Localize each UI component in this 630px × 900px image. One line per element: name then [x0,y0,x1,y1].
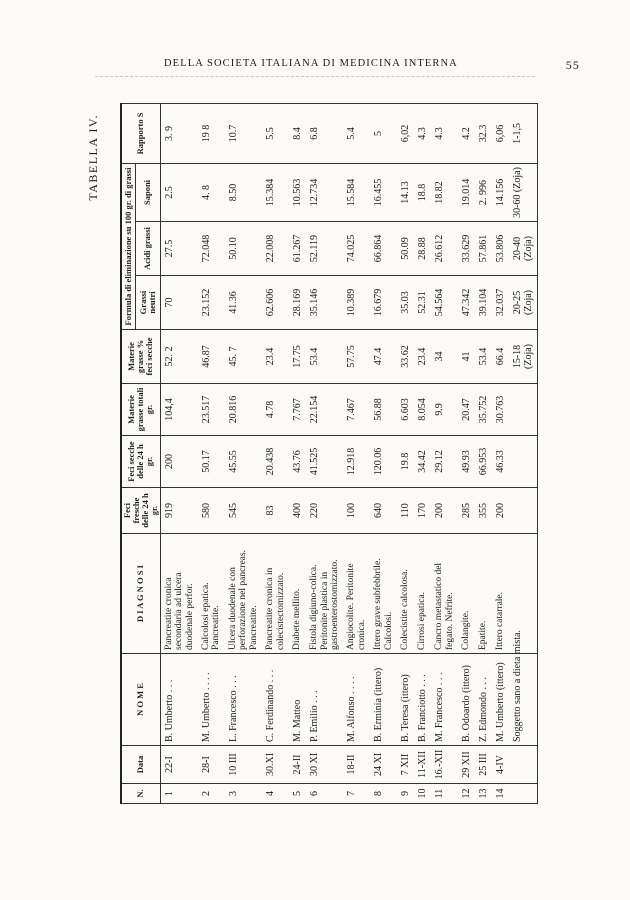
cell-nome: B. Teresa (ittero) [397,654,414,746]
table-row [370,103,397,803]
cell-grassi-neutri: 35.146 [306,276,343,330]
cell-materie-grasse-totali: 7.767 [289,384,306,436]
cell-acidi-grassi: 74.025 [343,222,370,276]
cell-n: 2 [198,784,225,804]
cell-nome: Z. Edmondo . . . [475,654,492,746]
cell-materie-grasse-totali [509,384,538,436]
cell-materie-grasse-pct: 17.75 [289,330,306,384]
table-row [414,103,431,803]
cell-rapporto: 4.3 [431,103,458,163]
cell-materie-grasse-pct: 52. 2 [160,330,198,384]
col-header-n: N. [121,784,160,804]
cell-acidi-grassi: 72.048 [198,222,225,276]
cell-materie-grasse-totali: 23.517 [198,384,225,436]
header-rule [95,76,535,77]
cell-n: 11 [431,784,458,804]
cell-n: 5 [289,784,306,804]
cell-diagnosi: Colecistite calcolosa. [397,534,414,654]
cell-data: 25 III [475,746,492,784]
cell-rapporto: 5 [370,103,397,163]
cell-data: 30 XI [306,746,343,784]
cell-feci-fresche: 100 [343,488,370,534]
col-header-saponi: Saponi [136,163,161,221]
cell-rapporto: 5.5 [262,103,289,163]
cell-materie-grasse-totali: 9.9 [431,384,458,436]
cell-diagnosi: Diabete mellito. [289,534,306,654]
col-header-acidi-grassi: Acidi grassi [136,222,161,276]
table-row [475,103,492,803]
cell-data: 28-I [198,746,225,784]
cell-rapporto: 1-1,5 [509,103,538,163]
cell-grassi-neutri: 35.03 [397,276,414,330]
cell-nome: M. Umberto (ittero) [492,654,509,746]
cell-grassi-neutri: 52.31 [414,276,431,330]
cell-rapporto: 3. 9 [160,103,198,163]
cell-nome: B. Erminia (ittero) [370,654,397,746]
running-header [60,58,580,78]
table-row [160,103,198,803]
cell-materie-grasse-pct: 47.4 [370,330,397,384]
cell-materie-grasse-pct: 46.87 [198,330,225,384]
cell-n: 7 [343,784,370,804]
col-header-materie-grasse-totali: Materie grasse totali gr. [121,384,160,436]
cell-saponi: 4. 8 [198,163,225,221]
running-title: DELLA SOCIETA ITALIANA DI MEDICINA INTERNA [164,58,458,69]
col-header-diagnosi: D I A G N O S I [121,534,160,654]
cell-saponi: 18.82 [431,163,458,221]
cell-acidi-grassi: 27.5 [160,222,198,276]
cell-saponi: 10.563 [289,163,306,221]
cell-feci-secche [509,436,538,488]
cell-acidi-grassi: 53.806 [492,222,509,276]
cell-feci-secche: 49.93 [458,436,475,488]
cell-data: 24-II [289,746,306,784]
cell-grassi-neutri: 23.152 [198,276,225,330]
cell-nome: Soggetto sano a dieta mista. [509,654,538,746]
table-row [262,103,289,803]
col-header-formula-group: Formula di eliminazione su 100 gr. di grassi [121,163,136,329]
col-header-data: Data [121,746,160,784]
cell-saponi: 14.13 [397,163,414,221]
cell-materie-grasse-totali: 4.78 [262,384,289,436]
cell-grassi-neutri: 39.104 [475,276,492,330]
cell-saponi: 2.5 [160,163,198,221]
cell-rapporto: 4.3 [414,103,431,163]
cell-materie-grasse-totali: 8.054 [414,384,431,436]
cell-saponi: 16.455 [370,163,397,221]
cell-grassi-neutri: 47.342 [458,276,475,330]
cell-saponi: 15.384 [262,163,289,221]
table-row [198,103,225,803]
cell-acidi-grassi: 57.861 [475,222,492,276]
cell-n: 3 [225,784,262,804]
cell-diagnosi: Fistola digiuno-colica. Peritonite plastica in gastroenterostomizzato. [306,534,343,654]
cell-n: 12 [458,784,475,804]
cell-rapporto: 6.8 [306,103,343,163]
cell-materie-grasse-pct: 23.4 [414,330,431,384]
cell-rapporto: 19 8 [198,103,225,163]
cell-acidi-grassi: 33.629 [458,222,475,276]
table-row [343,103,370,803]
cell-n [509,784,538,804]
cell-feci-fresche: 200 [431,488,458,534]
cell-nome: P. Emilio . . . [306,654,343,746]
cell-feci-fresche: 200 [492,488,509,534]
cell-grassi-neutri: 16.679 [370,276,397,330]
cell-diagnosi: Ulcera duodenale con perforazione nel pancreas. Pancreatite. [225,534,262,654]
col-header-materie-grasse-pct: Materie grasse % feci secche [121,330,160,384]
cell-saponi: 19.014 [458,163,475,221]
cell-materie-grasse-pct: 53.4 [306,330,343,384]
cell-materie-grasse-totali: 22.154 [306,384,343,436]
cell-grassi-neutri: 41.36 [225,276,262,330]
cell-feci-secche: 200 [160,436,198,488]
cell-acidi-grassi: 50.09 [397,222,414,276]
cell-feci-fresche: 285 [458,488,475,534]
cell-saponi: 2. 996 [475,163,492,221]
cell-feci-secche: 66.953 [475,436,492,488]
cell-nome: L. Francesco . . . [225,654,262,746]
cell-materie-grasse-totali: 20.816 [225,384,262,436]
cell-materie-grasse-pct: 23.4 [262,330,289,384]
cell-materie-grasse-pct: 66.4 [492,330,509,384]
cell-nome: B. Odoardo (ittero) [458,654,475,746]
cell-diagnosi: Calcolosi epatica. Pancreatite. [198,534,225,654]
cell-grassi-neutri: 32.037 [492,276,509,330]
cell-nome: C. Ferdinando . . . [262,654,289,746]
cell-feci-fresche: 640 [370,488,397,534]
cell-materie-grasse-pct: 53.4 [475,330,492,384]
cell-materie-grasse-pct: 15-18 (Zoja) [509,330,538,384]
cell-grassi-neutri: 10.389 [343,276,370,330]
cell-grassi-neutri: 70 [160,276,198,330]
cell-data: 22-I [160,746,198,784]
table-row [306,103,343,803]
cell-materie-grasse-totali: 35.752 [475,384,492,436]
cell-materie-grasse-pct: 33.62 [397,330,414,384]
cell-feci-secche: 41.525 [306,436,343,488]
cell-n: 4 [262,784,289,804]
cell-nome: M. Francesco . . . [431,654,458,746]
cell-feci-fresche: 580 [198,488,225,534]
cell-saponi: 30-60 (Zoja) [509,163,538,221]
cell-saponi: 12.734 [306,163,343,221]
cell-data: 16.-XII [431,746,458,784]
cell-saponi: 18.8 [414,163,431,221]
cell-data [509,746,538,784]
cell-nome: B. Umberto . . . [160,654,198,746]
cell-grassi-neutri: 54.564 [431,276,458,330]
cell-n: 6 [306,784,343,804]
table-row [289,103,306,803]
cell-nome: M. Alfonso . . . . [343,654,370,746]
cell-diagnosi: Angiocolite. Peritonite cronica. [343,534,370,654]
cell-nome: M. Umberto . . . . [198,654,225,746]
cell-feci-fresche: 170 [414,488,431,534]
cell-saponi: 8.50 [225,163,262,221]
cell-feci-secche: 12.918 [343,436,370,488]
cell-feci-fresche: 110 [397,488,414,534]
cell-feci-fresche: 83 [262,488,289,534]
page-number: 55 [565,58,580,72]
cell-feci-fresche: 919 [160,488,198,534]
table-body [160,103,537,803]
cell-data: 10 III [225,746,262,784]
cell-data: 29 XII [458,746,475,784]
cell-materie-grasse-totali: 30.763 [492,384,509,436]
cell-materie-grasse-totali: 104,4 [160,384,198,436]
cell-n: 14 [492,784,509,804]
table-row [458,103,475,803]
table-row [492,103,509,803]
col-header-feci-secche: Feci secche delle 24 h gr. [121,436,160,488]
cell-feci-secche: 45.55 [225,436,262,488]
cell-saponi: 14.156 [492,163,509,221]
cell-data: 4-IV [492,746,509,784]
table-row [397,103,414,803]
cell-feci-secche: 29.12 [431,436,458,488]
cell-diagnosi: Pancreatite cronica in colecistectomizzato. [262,534,289,654]
cell-feci-secche: 120.06 [370,436,397,488]
cell-data: 7 XII [397,746,414,784]
cell-feci-fresche: 545 [225,488,262,534]
cell-n: 8 [370,784,397,804]
col-header-grassi-neutri: Grassi neutri [136,276,161,330]
cell-materie-grasse-pct: 34 [431,330,458,384]
cell-data: 24 XI [370,746,397,784]
table-row [509,103,538,803]
cell-feci-secche: 34.42 [414,436,431,488]
cell-rapporto: 10.7 [225,103,262,163]
cell-feci-secche: 43.76 [289,436,306,488]
cell-rapporto: 4.2 [458,103,475,163]
header-row-1 [121,103,136,803]
cell-acidi-grassi: 22.008 [262,222,289,276]
cell-feci-secche: 50.17 [198,436,225,488]
cell-acidi-grassi: 66.864 [370,222,397,276]
cell-feci-fresche: 355 [475,488,492,534]
cell-diagnosi: Ittero grave subfebbrile. Calcolosi. [370,534,397,654]
cell-feci-secche: 46.33 [492,436,509,488]
cell-data: 30.XI [262,746,289,784]
cell-rapporto: 5.4 [343,103,370,163]
cell-acidi-grassi: 52.119 [306,222,343,276]
cell-n: 10 [414,784,431,804]
cell-nome: M. Matteo [289,654,306,746]
cell-materie-grasse-totali: 56.88 [370,384,397,436]
cell-acidi-grassi: 50.10 [225,222,262,276]
cell-materie-grasse-pct: 41 [458,330,475,384]
cell-materie-grasse-totali: 6.603 [397,384,414,436]
cell-diagnosi: Pancreatite cronica secondaria ad ulcera duodenale perfor. [160,534,198,654]
table-row [225,103,262,803]
cell-nome: B. Franciotto . . . [414,654,431,746]
cell-grassi-neutri: 20-25 (Zoja) [509,276,538,330]
cell-feci-secche: 19.8 [397,436,414,488]
cell-diagnosi: Cirrosi epatica. [414,534,431,654]
cell-feci-fresche: 400 [289,488,306,534]
cell-diagnosi: Epatite. [475,534,492,654]
cell-n: 9 [397,784,414,804]
cell-rapporto: 32.3 [475,103,492,163]
cell-acidi-grassi: 20-40 (Zoja) [509,222,538,276]
cell-acidi-grassi: 26.612 [431,222,458,276]
cell-grassi-neutri: 62.606 [262,276,289,330]
cell-diagnosi: Cancro metastatico del fegato. Nefrite. [431,534,458,654]
cell-acidi-grassi: 61.267 [289,222,306,276]
rotated-table-container [86,104,540,804]
cell-diagnosi: Ittero catarrale. [492,534,509,654]
cell-rapporto: 6,06 [492,103,509,163]
cell-saponi: 15.584 [343,163,370,221]
cell-acidi-grassi: 28.88 [414,222,431,276]
cell-feci-fresche: 220 [306,488,343,534]
cell-diagnosi: Colangite. [458,534,475,654]
cell-materie-grasse-pct: 57.75 [343,330,370,384]
data-table [120,103,538,804]
table-caption: TABELLA IV. [86,114,100,201]
cell-materie-grasse-totali: 7.467 [343,384,370,436]
cell-feci-secche: 20.438 [262,436,289,488]
cell-n: 13 [475,784,492,804]
table-row [431,103,458,803]
col-header-feci-fresche: Feci fresche delle 24 h gr. [121,488,160,534]
cell-rapporto: 6,02 [397,103,414,163]
cell-materie-grasse-pct: 45. 7 [225,330,262,384]
cell-materie-grasse-totali: 20.47 [458,384,475,436]
cell-data: 18-II [343,746,370,784]
cell-n: 1 [160,784,198,804]
cell-feci-fresche [509,488,538,534]
cell-data: 11-XII [414,746,431,784]
col-header-rapporto: Rapporto S [121,103,160,163]
cell-rapporto: 8.4 [289,103,306,163]
col-header-nome: N O M E [121,654,160,746]
cell-grassi-neutri: 28.169 [289,276,306,330]
